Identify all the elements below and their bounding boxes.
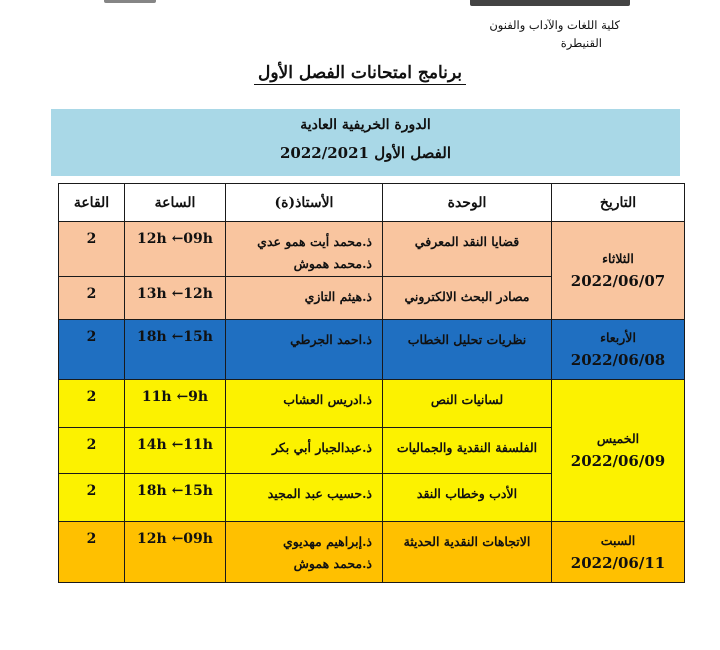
time-cell	[125, 522, 226, 583]
unit-name: الاتجاهات النقدية الحديثة	[403, 534, 531, 550]
room-number: 2	[86, 531, 97, 548]
unit-cell	[383, 474, 552, 522]
header-room: القاعة	[59, 184, 125, 222]
session-name: الدورة الخريفية العادية	[300, 117, 431, 133]
room-cell	[59, 320, 125, 380]
time-cell	[125, 320, 226, 380]
unit-cell	[383, 276, 552, 320]
table-row	[59, 320, 685, 380]
room-cell	[59, 474, 125, 522]
header-unit: الوحدة	[383, 184, 552, 222]
unit-name: الفلسفة النقدية والجماليات	[396, 439, 538, 455]
room-number: 2	[86, 483, 97, 500]
unit-name: قضايا النقد المعرفي	[414, 234, 520, 249]
professor-cell	[226, 427, 383, 474]
professor-cell	[226, 380, 383, 428]
room-number: 2	[86, 389, 97, 406]
room-number: 2	[86, 285, 97, 302]
time-range: 12h ←09h	[137, 531, 213, 548]
unit-name: مصادر البحث الالكتروني	[404, 288, 530, 304]
time-range: 11h ←9h	[141, 389, 209, 406]
unit-cell	[383, 380, 552, 428]
document-title-wrap	[0, 63, 720, 85]
day-cell	[552, 522, 685, 583]
time-range: 12h ←09h	[137, 231, 213, 247]
professor-name: ذ.محمد هموش	[293, 256, 372, 271]
day-date: 2022/06/08	[570, 351, 666, 370]
professor-name: ذ.هيثم التازي	[304, 288, 372, 304]
room-cell	[59, 276, 125, 320]
professor-cell	[226, 276, 383, 320]
day-cell	[552, 222, 685, 320]
document-title: برنامج امتحانات الفصل الأول	[254, 63, 466, 85]
professor-cell	[226, 222, 383, 277]
time-cell	[125, 474, 226, 522]
room-cell	[59, 380, 125, 428]
unit-cell	[383, 427, 552, 474]
time-range: 18h ←15h	[137, 483, 213, 500]
faculty-name: كلية اللغات والآداب والفنون	[489, 18, 620, 32]
professor-name: ذ.محمد هموش	[293, 556, 372, 572]
day-cell	[552, 320, 685, 380]
time-cell	[125, 276, 226, 320]
professor-name: ذ.إبراهيم مهديوي	[282, 534, 372, 550]
professor-cell	[226, 320, 383, 380]
city-name: القنيطرة	[560, 36, 602, 50]
day-cell	[552, 380, 685, 522]
day-name: السبت	[600, 532, 636, 548]
header-professor: الأستاذ(ة)	[226, 184, 383, 222]
time-range: 18h ←15h	[137, 329, 213, 346]
day-date: 2022/06/09	[570, 452, 666, 471]
time-cell	[125, 427, 226, 474]
unit-name: لسانيات النص	[430, 392, 504, 408]
professor-name: ذ.احمد الجرطي	[290, 332, 372, 348]
table-row	[59, 222, 685, 277]
header-time: الساعة	[125, 184, 226, 222]
professor-name: ذ.ادريس العشاب	[283, 392, 372, 408]
professor-cell	[226, 522, 383, 583]
time-range: 13h ←12h	[137, 285, 213, 302]
time-cell	[125, 222, 226, 277]
session-term: الفصل الأول 2022/2021	[280, 144, 451, 162]
table-row	[59, 380, 685, 428]
time-range: 14h ←11h	[137, 436, 213, 453]
session-banner	[51, 109, 680, 176]
header-date: التاريخ	[552, 184, 685, 222]
unit-name: الأدب وخطاب النقد	[416, 486, 518, 502]
header-cropped-logo	[104, 0, 156, 3]
professor-name: ذ.عبدالجبار أبي بكر	[271, 439, 372, 455]
professor-name: ذ.محمد أيت همو عدي	[257, 234, 372, 249]
table-header-row	[59, 184, 685, 222]
table-row	[59, 522, 685, 583]
room-cell	[59, 522, 125, 583]
room-number: 2	[86, 329, 97, 346]
day-name: الثلاثاء	[602, 251, 634, 267]
unit-cell	[383, 522, 552, 583]
day-date: 2022/06/07	[570, 272, 666, 291]
exam-schedule-table	[58, 183, 685, 583]
room-cell	[59, 222, 125, 277]
day-name: الأربعاء	[600, 330, 636, 346]
faculty-header	[400, 16, 620, 52]
room-cell	[59, 427, 125, 474]
unit-cell	[383, 222, 552, 277]
unit-cell	[383, 320, 552, 380]
professor-name: ذ.حسيب عبد المجيد	[267, 486, 372, 502]
room-number: 2	[86, 231, 97, 247]
time-cell	[125, 380, 226, 428]
header-cropped-text	[470, 0, 630, 6]
professor-cell	[226, 474, 383, 522]
day-date: 2022/06/11	[570, 553, 666, 572]
room-number: 2	[86, 436, 97, 453]
day-name: الخميس	[596, 431, 640, 447]
unit-name: نظريات تحليل الخطاب	[407, 332, 527, 348]
